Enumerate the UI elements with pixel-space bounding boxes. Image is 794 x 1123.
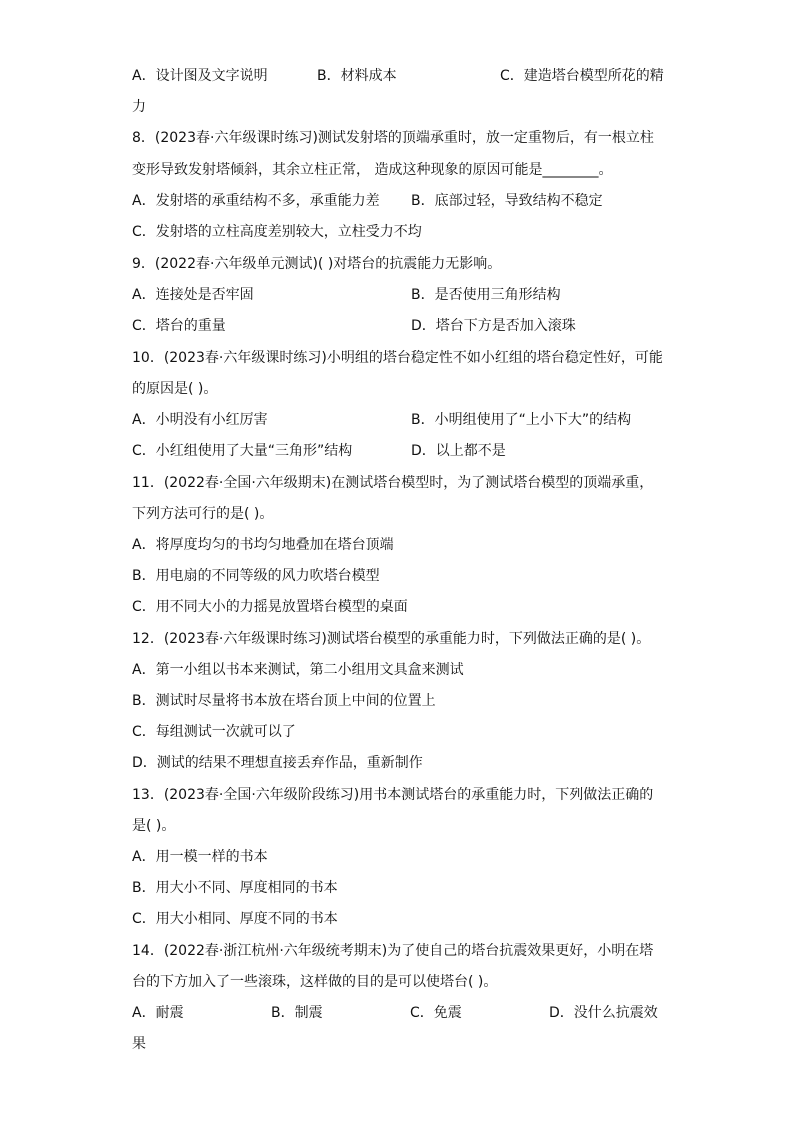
q12-option-a: A．第一小组以书本来测试，第二小组用文具盒来测试 — [132, 662, 464, 678]
q10-option-d: D．以上都不是 — [411, 443, 506, 459]
q12-option-b: B．测试时尽量将书本放在塔台顶上中间的位置上 — [132, 693, 436, 709]
q9-option-b: B．是否使用三角形结构 — [411, 287, 561, 303]
q10-option-c: C．小红组使用了大量“三角形”结构 — [132, 443, 353, 459]
q10-stem-line1: 10．(2023春·六年级课时练习)小明组的塔台稳定性不如小红组的塔台稳定性好，可能 — [132, 350, 663, 366]
q13-option-a: A．用一模一样的书本 — [132, 849, 268, 865]
q7-option-b: B．材料成本 — [317, 68, 397, 84]
q11-option-c: C．用不同大小的力摇晃放置塔台模型的桌面 — [132, 599, 408, 615]
q8-option-b: B．底部过轻，导致结构不稳定 — [411, 193, 603, 209]
q13-option-b: B．用大小不同、厚度相同的书本 — [132, 880, 338, 896]
q8-stem-line2: 变形导致发射塔倾斜，其余立柱正常， 造成这种现象的原因可能是________。 — [132, 162, 613, 178]
q9-option-c: C．塔台的重量 — [132, 318, 226, 334]
q14-option-d-wrap: 果 — [132, 1036, 146, 1052]
q11-stem-line2: 下列方法可行的是( )。 — [132, 506, 274, 522]
q12-option-d: D．测试的结果不理想直接丢弃作品，重新制作 — [132, 755, 423, 771]
q14-option-a: A．耐震 — [132, 1005, 184, 1021]
q11-option-b: B．用电扇的不同等级的风力吹塔台模型 — [132, 568, 380, 584]
q14-stem-line2: 台的下方加入了一些滚珠，这样做的目的是可以使塔台( )。 — [132, 974, 498, 990]
q9-option-a: A．连接处是否牢固 — [132, 287, 254, 303]
q8-option-a: A．发射塔的承重结构不多，承重能力差 — [132, 193, 380, 209]
q13-stem-line2: 是( )。 — [132, 818, 176, 834]
q14-stem-line1: 14．(2022春·浙江杭州·六年级统考期末)为了使自己的塔台抗震效果更好，小明在塔 — [132, 943, 654, 959]
q7-option-c: C．建造塔台模型所花的精 — [500, 68, 664, 84]
q14-option-b: B．制震 — [271, 1005, 323, 1021]
q11-option-a: A．将厚度均匀的书均匀地叠加在塔台顶端 — [132, 537, 394, 553]
q9-stem: 9．(2022春·六年级单元测试)( )对塔台的抗震能力无影响。 — [132, 256, 502, 272]
q10-stem-line2: 的原因是( )。 — [132, 381, 218, 397]
q7-option-a: A．设计图及文字说明 — [132, 68, 268, 84]
q10-option-b: B．小明组使用了“上小下大”的结构 — [411, 412, 632, 428]
q8-option-c: C．发射塔的立柱高度差别较大，立柱受力不均 — [132, 224, 422, 240]
q10-option-a: A．小明没有小红厉害 — [132, 412, 268, 428]
q9-option-d: D．塔台下方是否加入滚珠 — [411, 318, 576, 334]
q7-option-c-wrap: 力 — [132, 99, 146, 115]
q14-option-c: C．免震 — [410, 1005, 462, 1021]
q12-stem: 12．(2023春·六年级课时练习)测试塔台模型的承重能力时，下列做法正确的是( )。 — [132, 631, 651, 647]
q11-stem-line1: 11．(2022春·全国·六年级期末)在测试塔台模型时，为了测试塔台模型的顶端承重， — [132, 475, 654, 491]
q14-option-d: D．没什么抗震效 — [549, 1005, 658, 1021]
q13-stem-line1: 13．(2023春·全国·六年级阶段练习)用书本测试塔台的承重能力时，下列做法正确的 — [132, 787, 654, 803]
q8-stem-line1: 8．(2023春·六年级课时练习)测试发射塔的顶端承重时，放一定重物后，有一根立柱 — [132, 130, 654, 146]
q12-option-c: C．每组测试一次就可以了 — [132, 724, 296, 740]
q13-option-c: C．用大小相同、厚度不同的书本 — [132, 911, 338, 927]
